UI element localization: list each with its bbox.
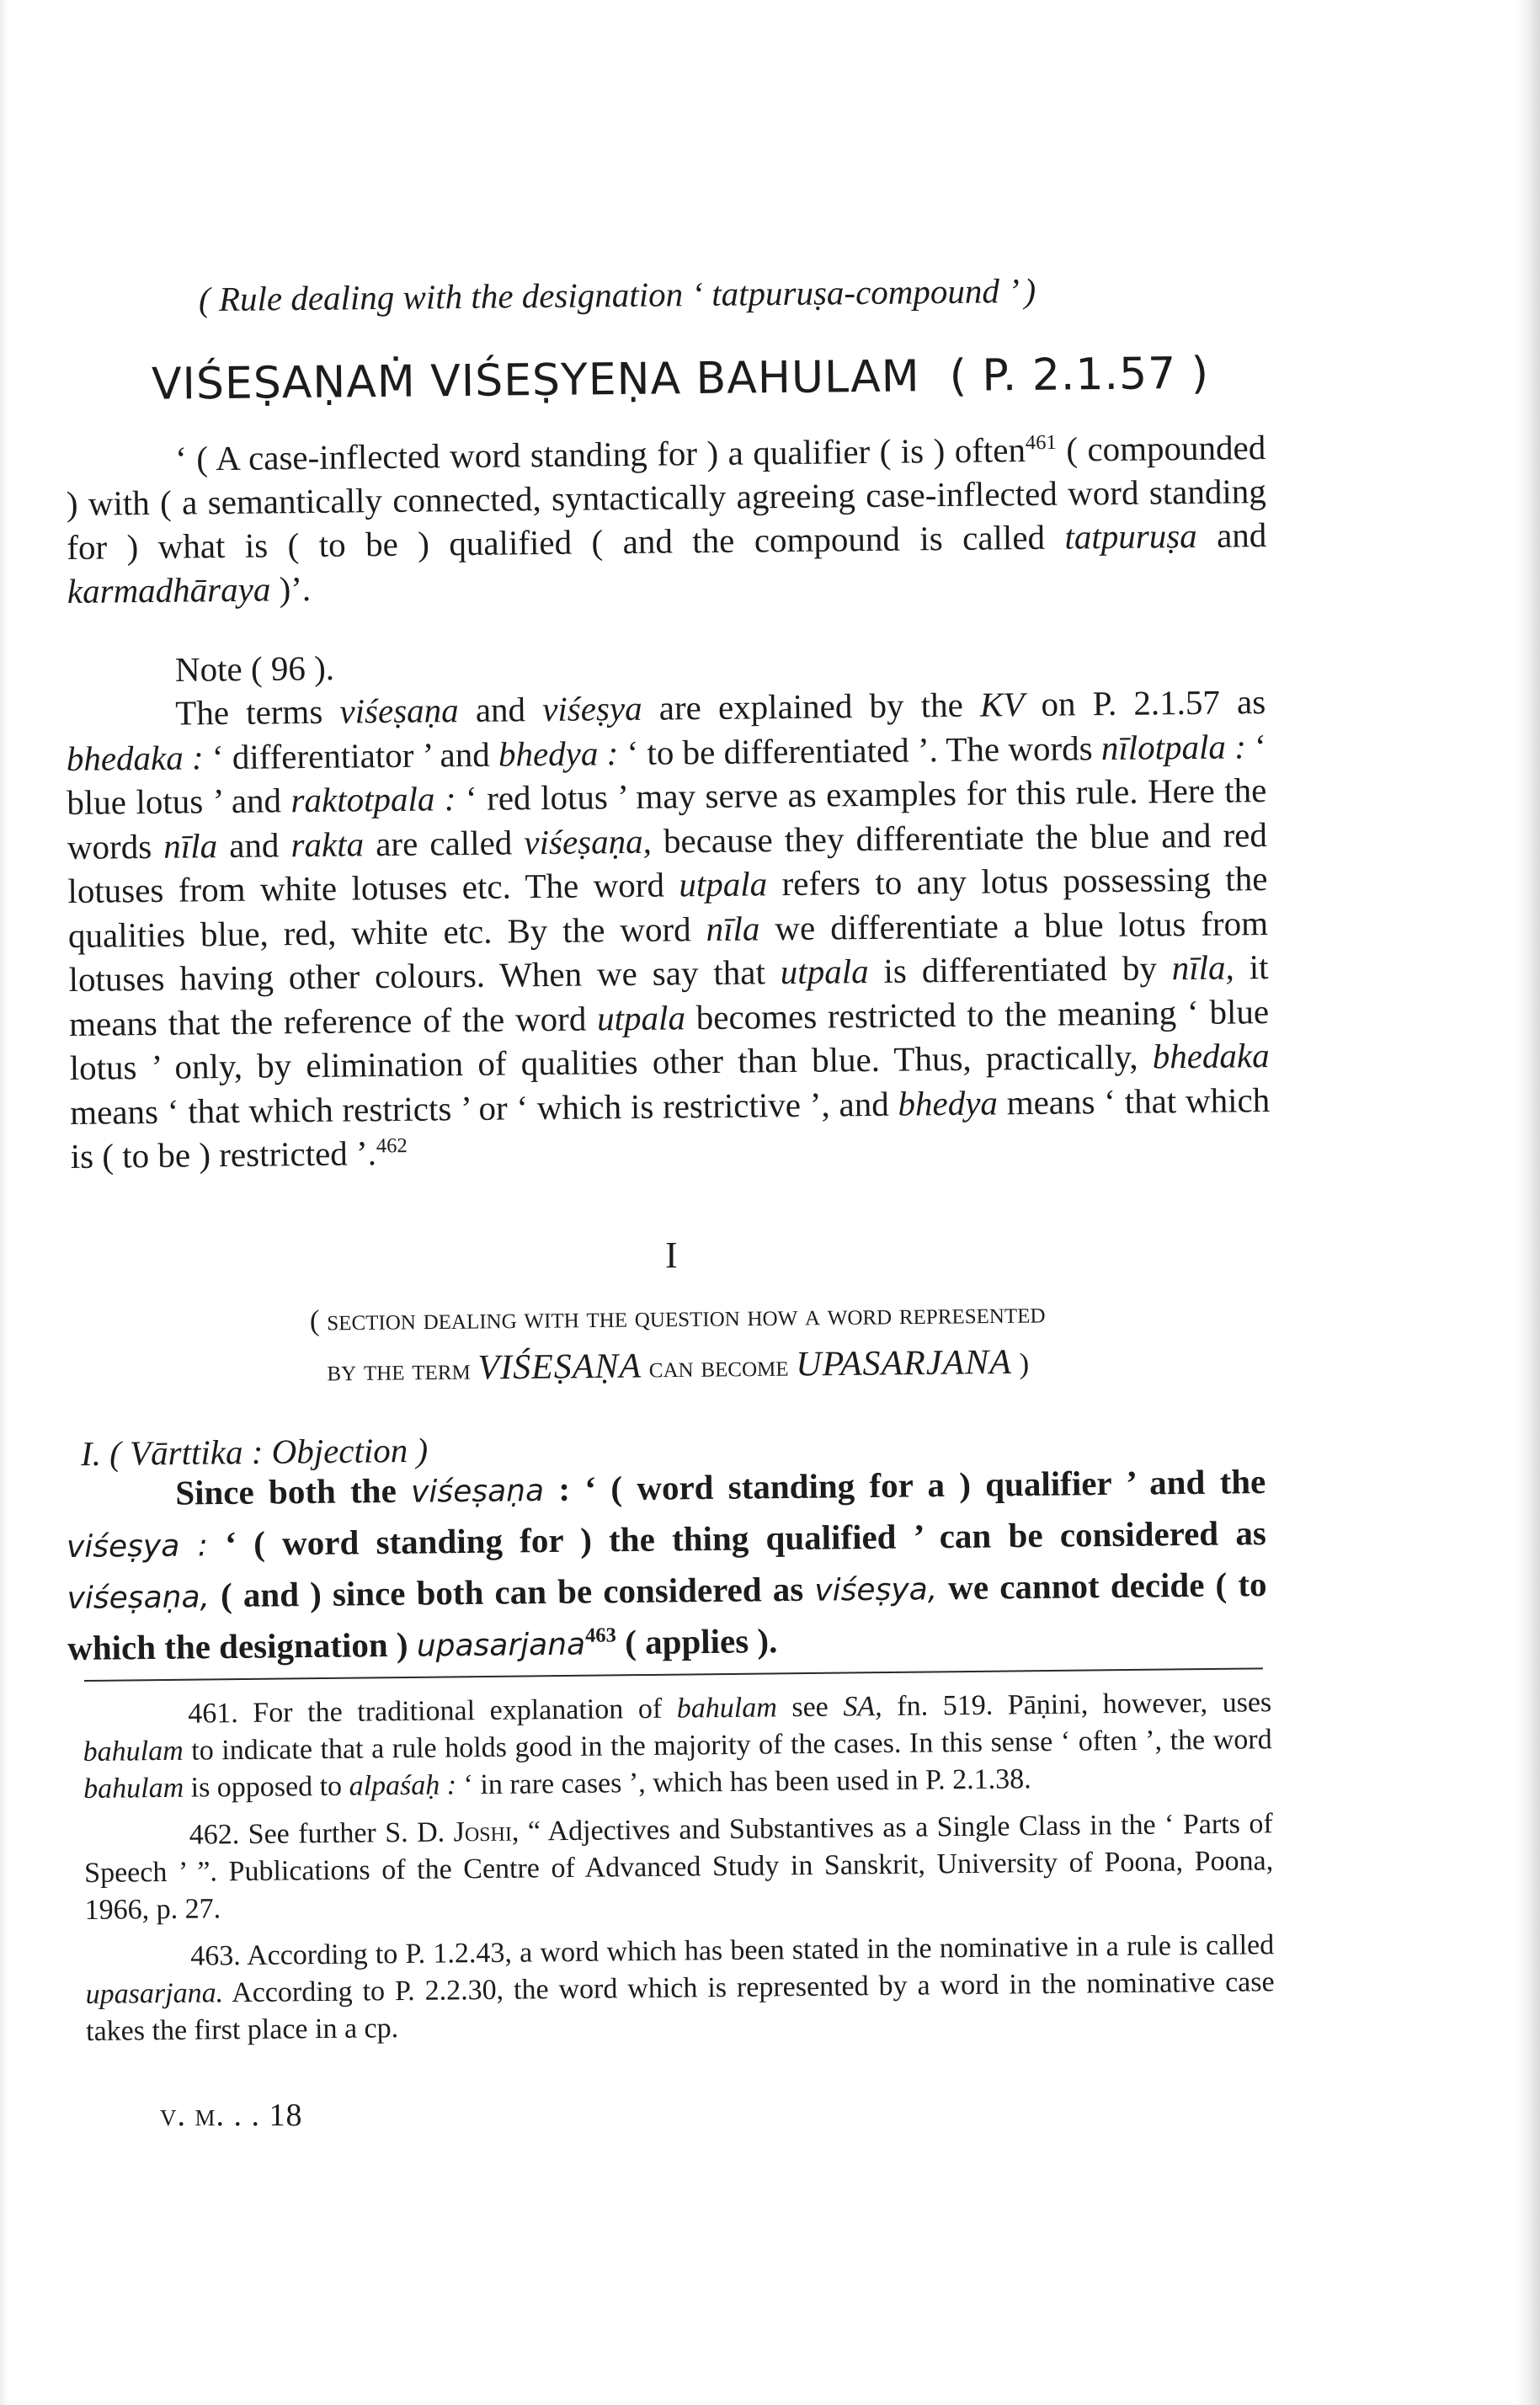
rule-heading: ( Rule dealing with the designation ‘ tatpuruṣa-compound ’ )	[198, 270, 1036, 319]
page-edge-right	[1515, 0, 1540, 2405]
section-number: I	[665, 1234, 678, 1276]
note-body: The terms viśeṣaṇa and viśeṣya are explained by the KV on P. 2.1.57 as bhedaka : ‘ differentiator ’ and bhedya : ‘ to be differentiated ’. The words nīlotpala : ‘ blue lotus ’ and raktotpala : ‘ red lotus ’ may serve as examples for this rule. Here the words nīla and rakta are called viśeṣaṇa, because they differentiate the blue and red lotuses from white lotuses etc. The word utpala refers to any lotus possessing the qualities blue, red, white etc. By the word nīla we differentiate a blue lotus from lotuses having other colours. When we say that utpala is differentiated by nīla, it means that the reference of the word utpala becomes restricted to the meaning ‘ blue lotus ’ only, by elimination of qualities other than blue. Thus, practically, bhedaka means ‘ that which restricts ’ or ‘ which is restrictive ’, and bhedya means ‘ that which is ( to be ) restricted ’.$^{462}$	[66, 682, 1271, 1176]
page-edge-left	[0, 0, 8, 2405]
varttika-label: I. ( Vārttika : Objection )	[80, 1430, 429, 1474]
varttika-text: Since both the viśeṣaṇa : ‘ ( word standing for a ) qualifier ’ and the viśeṣya : ‘ ( word standing for ) the thing qualified ’ can be considered as viśeṣaṇa, ( and ) since both can be considered as viśeṣya, we cannot decide ( to which the designation ) upasarjana$^{463}$ ( applies ).	[66, 1462, 1267, 1667]
section-heading: ( section dealing with the question how a word represented by the term VIŚEṢAṆA can become UPASARJANA )	[309, 1296, 1046, 1388]
sutra-reference: ( P. 2.1.57 )	[949, 348, 1210, 402]
rule-title	[152, 348, 1247, 410]
footnote-ref-462: 462	[376, 1134, 408, 1158]
note-label: Note ( 96 ).	[174, 648, 335, 689]
sutra-translation: ‘ ( A case-inflected word standing for ) a qualifier ( is ) often$^{461}$ ( compounded ) with ( a semantically connected, syntactically agreeing case-inflected word standing for ) what is ( to be ) qualified ( and the compound is called tatpuruṣa and karmadhāraya )’.	[66, 428, 1267, 611]
signature-mark: v. m. . . 18	[160, 2098, 303, 2133]
footnote-ref-461: 461	[1025, 431, 1057, 455]
footnote-463: 463. According to P. 1.2.43, a word which has been stated in the nominative in a rule is called upasarjana. According to P. 2.2.30, the word which is represented by a word in the nominative case takes the first place in a cp.	[85, 1929, 1275, 2047]
footnote-461: 461. For the traditional explanation of bahulam see SA, fn. 519. Pāṇini, however, uses bahulam to indicate that a rule holds good in the majority of the cases. In this sense ‘ often ’, the word bahulam is opposed to alpaśaḥ : ‘ in rare cases ’, which has been used in P. 2.1.38.	[83, 1687, 1272, 1805]
footnotes	[83, 1684, 1275, 2061]
sutra-text: VIŚEṢAṆAṀ VIŚEṢYEṆA BAHULAM	[151, 351, 920, 410]
footnote-ref-463: 463	[584, 1624, 617, 1647]
footnote-462: 462. See further S. D. Joshi, “ Adjectives and Substantives as a Single Class in the ‘ Parts of Speech ’ ”. Publications of the Centre of Advanced Study in Sanskrit, University of Poona, Poona, 1966, p. 27.	[84, 1808, 1274, 1926]
